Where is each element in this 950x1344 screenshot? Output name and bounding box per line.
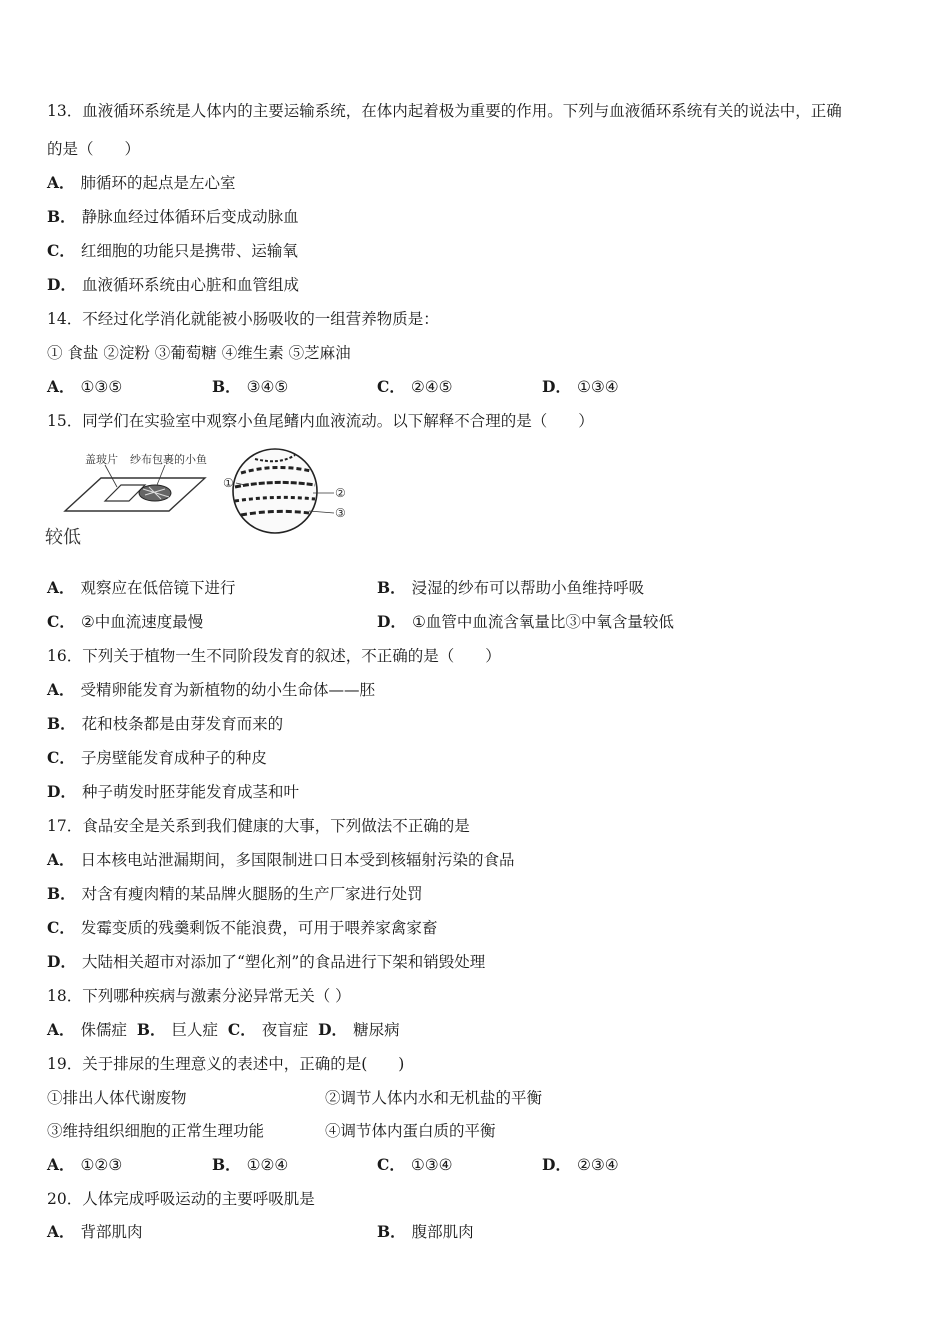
option-letter: B． xyxy=(212,377,241,396)
option-text: 侏儒症 xyxy=(80,1021,128,1039)
q19-stem: 19．关于排尿的生理意义的表述中，正确的是( ) xyxy=(47,1055,405,1073)
option-text: 背部肌肉 xyxy=(80,1223,143,1241)
q14-option-a xyxy=(47,377,122,397)
option-text: ②③④ xyxy=(576,1156,619,1174)
q19-option-c xyxy=(377,1155,453,1175)
q16-option-a xyxy=(47,680,375,700)
option-letter: B． xyxy=(377,1222,406,1241)
option-text: 对含有瘦肉精的某品牌火腿肠的生产厂家进行处罚 xyxy=(81,885,423,903)
q14-option-c xyxy=(377,377,453,397)
option-text: 观察应在低倍镜下进行 xyxy=(80,579,236,597)
option-text: 发霉变质的残羹剩饭不能浪费，可用于喂养家禽家畜 xyxy=(80,919,438,937)
option-text: ②中血流速度最慢 xyxy=(80,613,204,631)
q16-option-b xyxy=(47,714,283,734)
pointer-fish xyxy=(157,465,165,485)
option-text: 受精卵能发育为新植物的幼小生命体——胚 xyxy=(80,681,376,699)
option-letter: D． xyxy=(47,952,76,971)
option-text: 红细胞的功能只是携带、运输氧 xyxy=(80,242,298,260)
q13-stem-line1: 13．血液循环系统是人体内的主要运输系统，在体内起着极为重要的作用。下列与血液循环系统有关的说法中，正确 xyxy=(47,102,842,120)
option-letter: D． xyxy=(47,782,76,801)
option-letter: C． xyxy=(47,918,75,937)
option-letter: C． xyxy=(377,1155,405,1174)
q15-option-d xyxy=(377,612,674,632)
q14-option-b xyxy=(212,377,288,397)
option-text: 浸湿的纱布可以帮助小鱼维持呼吸 xyxy=(411,579,645,597)
figure-label-fish: 纱布包裹的小鱼 xyxy=(130,453,207,466)
q15-option-b xyxy=(377,578,644,598)
option-letter: C． xyxy=(377,377,405,396)
option-letter: C． xyxy=(227,1020,256,1039)
q13-option-c xyxy=(47,241,298,261)
option-letter: B． xyxy=(377,578,406,597)
option-text: 大陆相关超市对添加了“塑化剂”的食品进行下架和销毁处理 xyxy=(81,953,486,971)
option-letter: D． xyxy=(377,612,406,631)
q13-option-b xyxy=(47,207,299,227)
q19-option-d xyxy=(542,1155,619,1175)
option-letter: D． xyxy=(47,275,76,294)
option-text: ③④⑤ xyxy=(246,378,289,396)
q13-stem-line2: 的是（ ） xyxy=(47,140,141,158)
q14-stem: 14．不经过化学消化就能被小肠吸收的一组营养物质是： xyxy=(47,310,439,328)
q13-option-a xyxy=(47,173,236,193)
q20-option-b xyxy=(377,1222,474,1242)
q17-option-d xyxy=(47,952,485,972)
option-letter: A． xyxy=(47,377,75,396)
option-letter: A． xyxy=(47,680,75,699)
option-letter: D． xyxy=(542,1155,571,1174)
option-letter: D． xyxy=(542,377,571,396)
option-letter: A． xyxy=(47,1020,75,1039)
pointer-coverslip xyxy=(105,465,117,487)
option-letter: B． xyxy=(136,1020,166,1039)
option-text: ①③④ xyxy=(576,378,619,396)
option-letter: C． xyxy=(47,612,75,631)
option-text: ①③④ xyxy=(410,1156,453,1174)
q19-option-a xyxy=(47,1155,122,1175)
option-text: ①②④ xyxy=(246,1156,289,1174)
q19-option-b xyxy=(212,1155,288,1175)
option-letter: A． xyxy=(47,173,75,192)
option-text: 糖尿病 xyxy=(353,1021,400,1039)
q17-stem: 17．食品安全是关系到我们健康的大事，下列做法不正确的是 xyxy=(47,817,470,835)
option-text: 腹部肌肉 xyxy=(411,1223,474,1241)
option-text: 肺循环的起点是左心室 xyxy=(80,174,236,192)
q19-item-1: ①排出人体代谢废物 xyxy=(47,1089,187,1107)
option-text: 种子萌发时胚芽能发育成茎和叶 xyxy=(81,783,299,801)
option-text: 巨人症 xyxy=(171,1021,219,1039)
q17-option-b xyxy=(47,884,423,904)
q20-stem: 20．人体完成呼吸运动的主要呼吸肌是 xyxy=(47,1190,315,1208)
figure-label-coverslip: 盖玻片 xyxy=(85,453,118,466)
q18-stem: 18．下列哪种疾病与激素分泌异常无关（ ） xyxy=(47,987,351,1005)
q18-options xyxy=(47,1020,400,1040)
option-letter: B． xyxy=(212,1155,241,1174)
option-text: 静脉血经过体循环后变成动脉血 xyxy=(81,208,299,226)
figure-label-3: ③ xyxy=(335,506,346,520)
option-letter: A． xyxy=(47,1155,75,1174)
option-letter: A． xyxy=(47,1222,75,1241)
figure-label-1: ① xyxy=(223,476,234,490)
figure-label-2: ② xyxy=(335,486,346,500)
q13-option-d xyxy=(47,275,299,295)
fish-tail-figure xyxy=(45,443,375,555)
option-letter: D． xyxy=(318,1020,348,1039)
option-text: 子房壁能发育成种子的种皮 xyxy=(80,749,267,767)
option-text: ①血管中血流含氧量比③中氧含量较低 xyxy=(411,613,674,631)
q20-option-a xyxy=(47,1222,143,1242)
q17-option-c xyxy=(47,918,437,938)
q15-stem: 15．同学们在实验室中观察小鱼尾鳍内血液流动。以下解释不合理的是（ ） xyxy=(47,412,594,430)
q19-item-4: ④调节体内蛋白质的平衡 xyxy=(325,1122,496,1140)
option-letter: B． xyxy=(47,714,76,733)
option-letter: A． xyxy=(47,850,75,869)
q16-option-d xyxy=(47,782,299,802)
q15-option-a xyxy=(47,578,236,598)
option-text: 夜盲症 xyxy=(261,1021,309,1039)
option-text: 血液循环系统由心脏和血管组成 xyxy=(81,276,299,294)
q14-items: ① 食盐 ②淀粉 ③葡萄糖 ④维生素 ⑤芝麻油 xyxy=(47,344,351,362)
option-text: ①②③ xyxy=(80,1156,123,1174)
option-text: 花和枝条都是由芽发育而来的 xyxy=(81,715,284,733)
pointer-3 xyxy=(309,511,334,513)
q16-option-c xyxy=(47,748,267,768)
q15-option-c xyxy=(47,612,203,632)
option-letter: A． xyxy=(47,578,75,597)
option-letter: C． xyxy=(47,748,75,767)
option-text: ②④⑤ xyxy=(410,378,453,396)
figure-label-low: 较低 xyxy=(45,527,81,548)
q14-option-d xyxy=(542,377,619,397)
option-text: 日本核电站泄漏期间，多国限制进口日本受到核辐射污染的食品 xyxy=(80,851,515,869)
option-letter: B． xyxy=(47,884,76,903)
option-letter: B． xyxy=(47,207,76,226)
q16-stem: 16．下列关于植物一生不同阶段发育的叙述，不正确的是（ ） xyxy=(47,647,501,665)
option-text: ①③⑤ xyxy=(80,378,123,396)
q19-item-3: ③维持组织细胞的正常生理功能 xyxy=(47,1122,265,1140)
q19-item-2: ②调节人体内水和无机盐的平衡 xyxy=(325,1089,543,1107)
option-letter: C． xyxy=(47,241,75,260)
q17-option-a xyxy=(47,850,515,870)
